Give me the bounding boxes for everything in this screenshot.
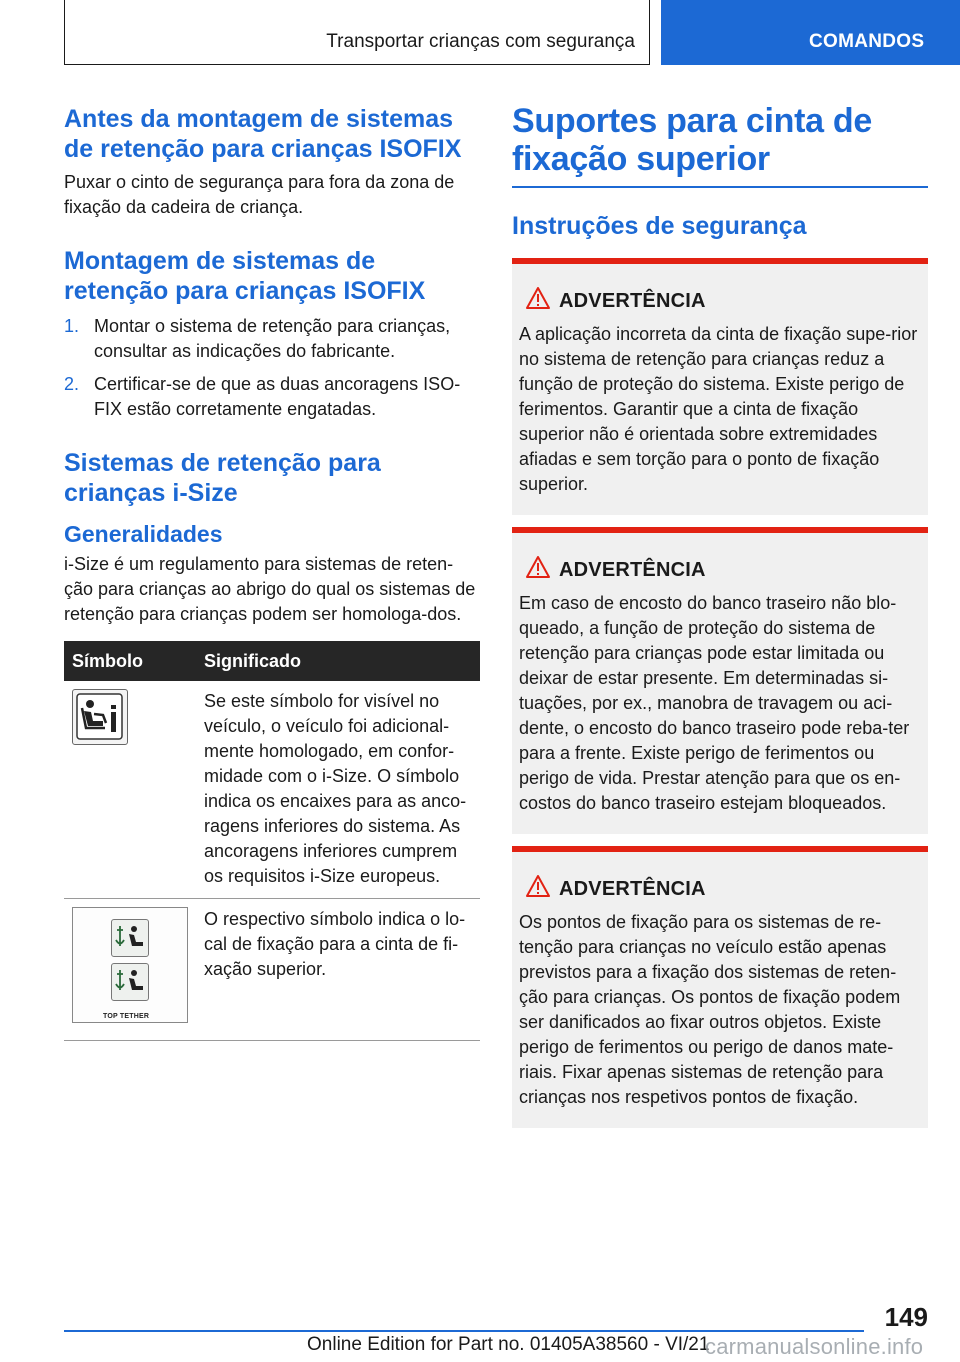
- section-title: Transportar crianças com segurança: [326, 31, 635, 52]
- table-cell-meaning: O respectivo símbolo indica o lo‐cal de fixação para a cinta de fi‐xação superior.: [196, 899, 480, 1041]
- table-cell-symbol: [64, 899, 196, 1041]
- step-number: 2.: [64, 374, 80, 394]
- list-item: [64, 314, 480, 364]
- table-cell-meaning: Se este símbolo for visível no veículo, o veículo foi adicional‐mente homologado, em confor‐midade com o i‑Size. O símbolo indica os encaixes para as anco‐ragens inferiores do sistema. As ancoragens inferiores cumprem os requisitos i‑Size europeus.: [196, 681, 480, 899]
- table-row: [64, 681, 480, 899]
- step-number: 1.: [64, 316, 80, 336]
- warning-box: [512, 846, 928, 1128]
- warning-title: ADVERTÊNCIA: [559, 877, 706, 900]
- section-heading-before-mounting: Antes da montagem de sistemas de retenção para crianças ISOFIX: [64, 105, 462, 163]
- subsection-heading-general: Generalidades: [64, 521, 223, 547]
- mounting-steps-list: [64, 314, 480, 422]
- table-header-meaning: Significado: [196, 641, 480, 681]
- page-number: 149: [884, 1302, 928, 1332]
- warning-text: Os pontos de fixação para os sistemas de re‐tenção para crianças no veículo estão apenas previstos para a fixação dos sistemas de reten‐ção para crianças. Os pontos de fixação podem ser danificados ao fixar outros objetos. Existe perigo de ferimentos ou perigo de danos mate‐riais. Fixar apenas sistemas de retenção para crianças nos respetivos pontos de fixação.: [519, 911, 901, 1107]
- warning-box: [512, 527, 928, 834]
- isofix-child-seat-icon: [72, 689, 128, 745]
- top-tether-icon: [72, 907, 188, 1023]
- warning-text: Em caso de encosto do banco traseiro não blo‐queado, a função de proteção do sistema de retenção para crianças pode estar limitada ou deixar de estar presente. Em determinadas si‐tuações, por ex., manobra de travagem ou aci‐dente, o encosto do banco traseiro pode reba‐ter para a frente. Existe perigo de ferimentos ou perigo de vida. Prestar atenção para que os en‐costos do banco traseiro estejam bloqueados.: [519, 592, 910, 813]
- table-header-symbol: Símbolo: [64, 641, 196, 681]
- section-heading-mounting-isofix: Montagem de sistemas de retenção para crianças ISOFIX: [64, 247, 426, 305]
- section-heading-safety: Instruções de segurança: [512, 211, 807, 240]
- header-section-box: [64, 0, 650, 65]
- step-text: Certificar-se de que as duas ancoragens ISO‐FIX estão corretamente engatadas.: [94, 374, 461, 419]
- heading-rule: [512, 186, 928, 188]
- symbol-table: [64, 641, 480, 1041]
- top-tether-caption: TOP TETHER: [103, 1013, 150, 1020]
- footer-rule: [64, 1330, 864, 1332]
- step-text: Montar o sistema de retenção para crianças, consultar as indicações do fabricante.: [94, 316, 451, 361]
- main-heading-tether-supports: Suportes para cinta de fixação superior: [512, 102, 872, 178]
- table-cell-symbol: [64, 681, 196, 899]
- tether-anchor-icon: [111, 963, 149, 1001]
- chapter-tab[interactable]: [661, 0, 960, 65]
- paragraph-isize-general: i‑Size é um regulamento para sistemas de reten‐ção para crianças ao abrigo do qual os sistemas de retenção para crianças podem ser homologa‐dos.: [64, 554, 476, 624]
- warning-text: A aplicação incorreta da cinta de fixação supe‐rior no sistema de retenção para crianças reduz a função de proteção do sistema. Existe perigo de ferimentos. Garantir que a cinta de fixação superior não é orientada sobre extremidades afiadas e sem torção para o ponto de fixação superior.: [519, 323, 918, 494]
- chapter-tab-label: COMANDOS: [809, 31, 925, 52]
- warning-triangle-icon: [525, 286, 551, 315]
- list-item: [64, 372, 480, 422]
- warning-triangle-icon: [525, 555, 551, 584]
- table-row: [64, 899, 480, 1041]
- left-column: [64, 104, 480, 1041]
- right-column: [512, 102, 928, 1128]
- paragraph-before-mounting: Puxar o cinto de segurança para fora da zona de fixação da cadeira de criança.: [64, 172, 455, 217]
- warning-box: [512, 258, 928, 515]
- warning-title: ADVERTÊNCIA: [559, 558, 706, 581]
- watermark-text: carmanualsonline.info: [705, 1334, 924, 1359]
- footer-edition-text: Online Edition for Part no. 01405A38560 - VI/21: [307, 1334, 710, 1355]
- tether-anchor-icon: [111, 919, 149, 957]
- warning-triangle-icon: [525, 874, 551, 903]
- section-heading-isize: Sistemas de retenção para crianças i‑Size: [64, 449, 381, 507]
- warning-title: ADVERTÊNCIA: [559, 289, 706, 312]
